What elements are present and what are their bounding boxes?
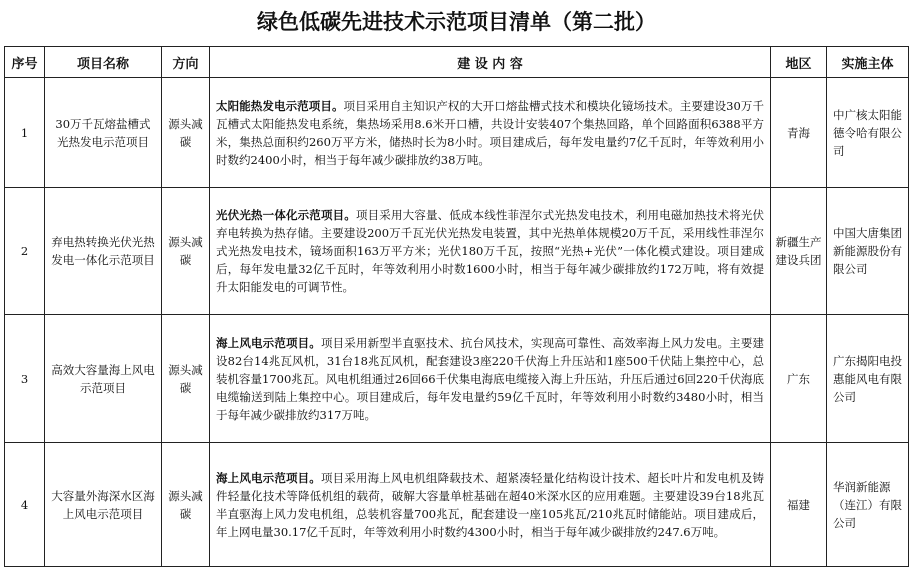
- content-body: 项目采用大容量、低成本线性菲涅尔式光热发电技术，利用电磁加热技术将光伏弃电转换为热存储。主要建设200万千瓦光伏光热发电装置，其中光热单体规模20万千瓦，采用线性菲涅尔式光热发电技术，镜场面积163万平方米；光伏180万千瓦，按照“光热+光伏”一体化模式建设。项目建成后，每年发电量32亿千瓦时，年等效利用小时数1600小时，相当于每年减少碳排放约172万吨，将有效提升太阳能发电的可调节性。: [216, 208, 765, 294]
- project-content: [210, 315, 771, 443]
- header-org: 实施主体: [827, 47, 909, 78]
- project-direction: 源头减碳: [162, 188, 210, 315]
- header-content: 建 设 内 容: [210, 47, 771, 78]
- header-region: 地区: [771, 47, 827, 78]
- row-number: 2: [5, 188, 45, 315]
- content-lead: 海上风电示范项目。: [216, 470, 321, 485]
- project-name: 30万千瓦熔盐槽式光热发电示范项目: [45, 78, 162, 188]
- header-direction: 方向: [162, 47, 210, 78]
- table-row: [5, 78, 909, 188]
- content-body: 项目采用新型半直驱技术、抗台风技术，实现高可靠性、高效率海上风力发电。主要建设82台14兆瓦风机，31台18兆瓦风机，配套建设3座220千伏海上升压站和1座500千伏陆上集控中心，总装机容量1700兆瓦。风电机组通过26回66千伏集电海底电缆接入海上升压站，升压后通过6回220千伏海底电缆输送到陆上集控中心。项目建成后，每年发电量约59亿千瓦时，年等效利用小时数约3480小时，相当于每年减少碳排放约317万吨。: [216, 335, 764, 422]
- content-body: 项目采用海上风电机组降载技术、超紧凑轻量化结构设计技术、超长叶片和发电机及铸件轻量化技术等降低机组的载荷，破解大容量单桩基础在超40米深水区的应用难题。主要建设39台18兆瓦半直驱海上风力发电机组，总装机容量700兆瓦，配套建设一座105兆瓦/210兆瓦时储能站。项目建成后，年上网电量30.17亿千瓦时，年等效利用小时数约4300小时，相当于每年减少碳排放约247.6万吨。: [216, 470, 764, 539]
- row-number: 4: [5, 443, 45, 567]
- project-direction: 源头减碳: [162, 315, 210, 443]
- project-content: [210, 188, 771, 315]
- row-number: 1: [5, 78, 45, 188]
- header-name: 项目名称: [45, 47, 162, 78]
- header-no: 序号: [5, 47, 45, 78]
- project-org: 华润新能源（连江）有限公司: [827, 443, 909, 567]
- table-row: [5, 315, 909, 443]
- content-lead: 太阳能热发电示范项目。: [216, 98, 344, 113]
- page-title: 绿色低碳先进技术示范项目清单（第二批）: [257, 10, 656, 34]
- project-org: 中国大唐集团新能源股份有限公司: [827, 188, 909, 315]
- project-content: [210, 443, 771, 567]
- project-content: [210, 78, 771, 188]
- row-number: 3: [5, 315, 45, 443]
- project-org: 广东揭阳电投惠能风电有限公司: [827, 315, 909, 443]
- project-region: 福建: [771, 443, 827, 567]
- project-name: 弃电热转换光伏光热发电一体化示范项目: [45, 188, 162, 315]
- content-lead: 光伏光热一体化示范项目。: [216, 208, 356, 222]
- project-name: 大容量外海深水区海上风电示范项目: [45, 443, 162, 567]
- project-direction: 源头减碳: [162, 78, 210, 188]
- project-region: 青海: [771, 78, 827, 188]
- project-org: 中广核太阳能德令哈有限公司: [827, 78, 909, 188]
- content-body: 项目采用自主知识产权的大开口熔盐槽式技术和模块化镜场技术。主要建设30万千瓦槽式太阳能热发电系统，集热场采用8.6米开口槽，共设计安装407个集热回路，单个回路面积6388平方米，集热总面积约260万平方米，储热时长为8小时。项目建成后，每年发电量约7亿千瓦时，年等效利用小时数约2400小时，相当于每年减少碳排放约38万吨。: [216, 98, 764, 167]
- table-row: [5, 443, 909, 567]
- project-direction: 源头减碳: [162, 443, 210, 567]
- project-region: 新疆生产建设兵团: [771, 188, 827, 315]
- table-row: [5, 188, 909, 315]
- project-table: [4, 46, 909, 567]
- content-lead: 海上风电示范项目。: [216, 335, 321, 350]
- table-header-row: [5, 47, 909, 78]
- project-name: 高效大容量海上风电示范项目: [45, 315, 162, 443]
- project-region: 广东: [771, 315, 827, 443]
